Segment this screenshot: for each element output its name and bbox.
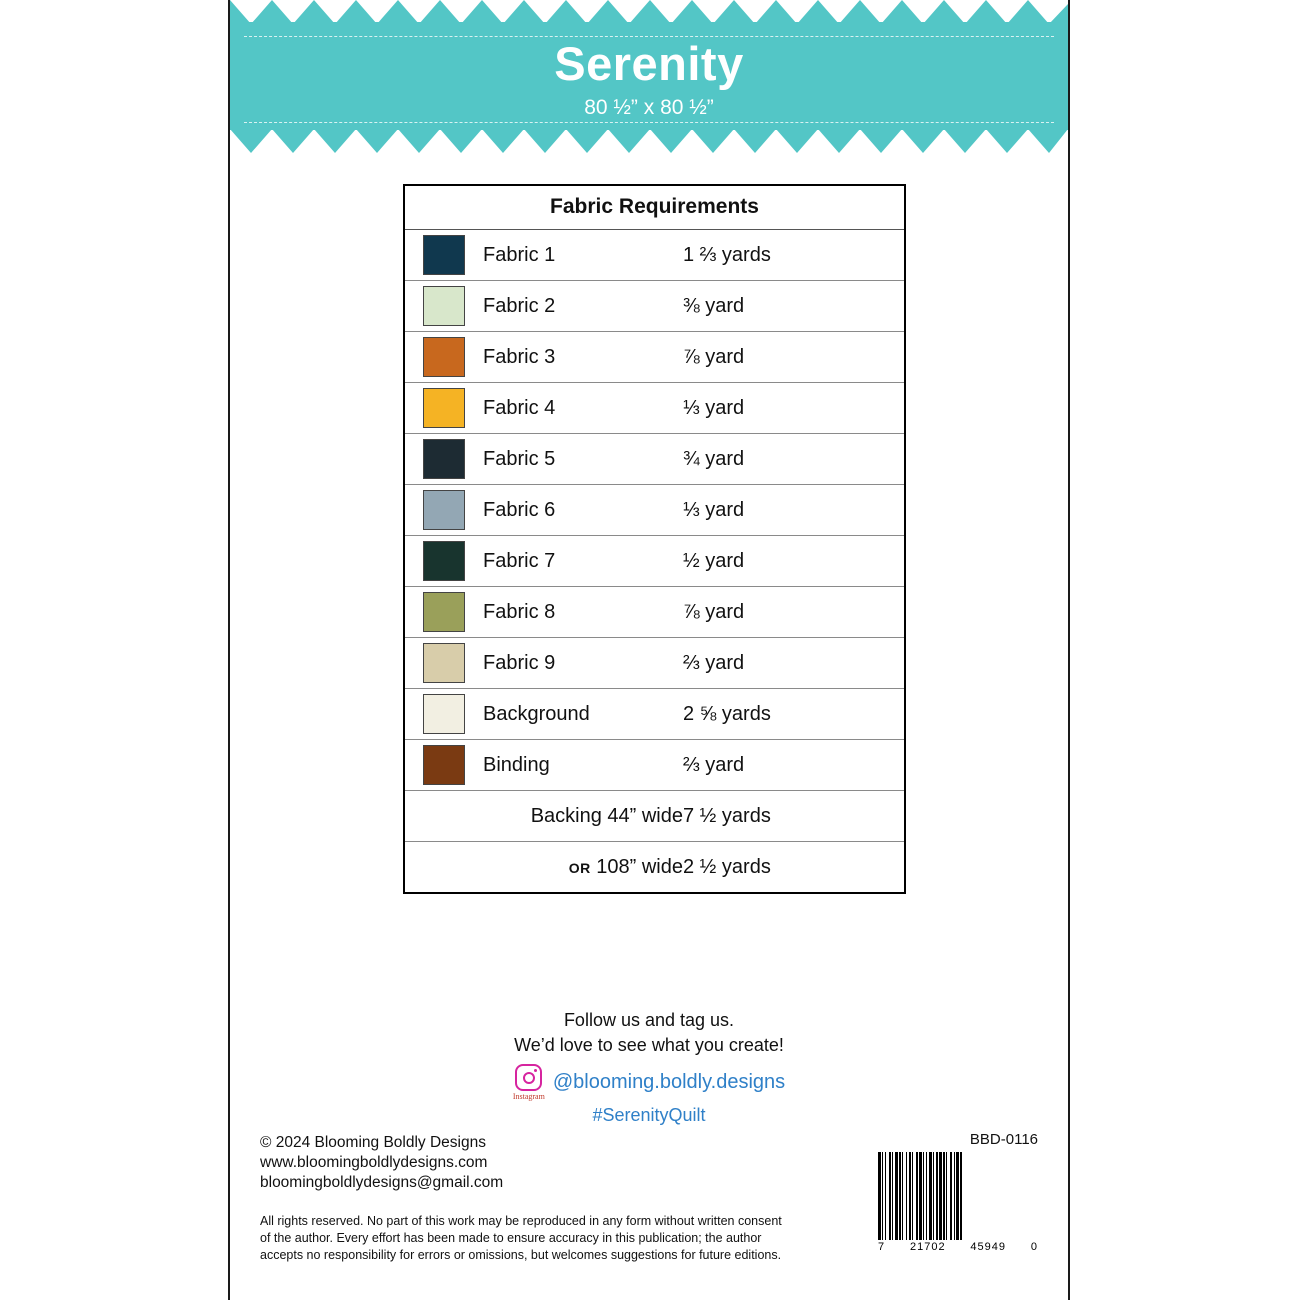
fabric-swatch-cell: [405, 689, 483, 740]
fabric-name: Fabric 5: [483, 434, 683, 485]
table-row: [405, 230, 904, 281]
zigzag-bottom-edge: [230, 129, 1068, 153]
table-row: [405, 281, 904, 332]
table-row: [405, 536, 904, 587]
table-row: [405, 740, 904, 791]
fabric-name: Fabric 7: [483, 536, 683, 587]
instagram-icon-caption: Instagram: [512, 1092, 545, 1101]
pattern-title: Serenity: [554, 37, 744, 90]
fabric-swatch: [423, 439, 465, 479]
zigzag-top-edge: [230, 0, 1068, 24]
fabric-amount: ⅜ yard: [683, 281, 904, 332]
table-row: [405, 689, 904, 740]
fabric-swatch-cell: [405, 740, 483, 791]
table-row: [405, 485, 904, 536]
fabric-swatch: [423, 694, 465, 734]
legal-line-3: accepts no responsibility for errors or omissions, but welcomes suggestions for future editions.: [260, 1248, 782, 1262]
dashed-stitch-bottom: [244, 122, 1054, 123]
fabric-swatch: [423, 286, 465, 326]
fabric-swatch-cell: [405, 281, 483, 332]
fabric-amount: ¾ yard: [683, 434, 904, 485]
legal-line-1: All rights reserved. No part of this work may be reproduced in any form without written consent: [260, 1214, 782, 1228]
fabric-swatch-cell: [405, 434, 483, 485]
fabric-name: Fabric 3: [483, 332, 683, 383]
barcode-group-1: 21702: [909, 1241, 946, 1253]
barcode: [878, 1152, 1038, 1260]
fabric-swatch-cell: [405, 332, 483, 383]
fabric-requirements-table: [403, 184, 906, 894]
fabric-name: Binding: [483, 740, 683, 791]
fabric-swatch: [423, 541, 465, 581]
instagram-handle[interactable]: @blooming.boldly.designs: [552, 1071, 786, 1093]
table-row: [405, 638, 904, 689]
social-line-1: Follow us and tag us.: [563, 1010, 735, 1030]
fabric-amount: ⅔ yard: [683, 740, 904, 791]
barcode-group-2: 45949: [970, 1241, 1006, 1253]
table-row: [405, 434, 904, 485]
header-banner: [230, 0, 1068, 170]
fabric-name: Fabric 4: [483, 383, 683, 434]
backing-amount: 7 ½ yards: [683, 791, 904, 842]
fabric-swatch: [423, 745, 465, 785]
social-section: [230, 1008, 1068, 1128]
backing-or-label: OR: [568, 859, 591, 876]
fabric-name: Fabric 2: [483, 281, 683, 332]
fabric-name: Background: [483, 689, 683, 740]
fabric-amount: ⅞ yard: [683, 332, 904, 383]
backing-name-text: Backing 44” wide: [530, 804, 683, 827]
fabric-swatch: [423, 643, 465, 683]
table-row: [405, 842, 904, 893]
fabric-swatch-cell: [405, 638, 483, 689]
fabric-swatch-cell: [405, 485, 483, 536]
fabric-swatch: [423, 337, 465, 377]
email-link[interactable]: bloomingboldlydesigns@gmail.com: [260, 1174, 504, 1191]
barcode-left-digit: 7: [878, 1241, 886, 1253]
barcode-digits: [878, 1241, 1038, 1253]
fabric-amount: ⅔ yard: [683, 638, 904, 689]
fabric-amount: ½ yard: [683, 536, 904, 587]
fabric-swatch: [423, 490, 465, 530]
fabric-amount: 1 ⅔ yards: [683, 230, 904, 281]
social-line-2: We’d love to see what you create!: [514, 1035, 784, 1055]
quilt-hashtag[interactable]: #SerenityQuilt: [592, 1105, 706, 1125]
fabric-swatch-cell: [405, 230, 483, 281]
fabric-name: Fabric 6: [483, 485, 683, 536]
fabric-amount: ⅞ yard: [683, 587, 904, 638]
barcode-bars: [878, 1152, 1038, 1240]
website-link[interactable]: www.bloomingboldlydesigns.com: [260, 1154, 488, 1171]
table-row: [405, 332, 904, 383]
fabric-name: Fabric 9: [483, 638, 683, 689]
fabric-swatch-cell: [405, 536, 483, 587]
fabric-swatch: [423, 235, 465, 275]
copyright-line: © 2024 Blooming Boldly Designs: [260, 1134, 486, 1151]
fabric-swatch-cell: [405, 587, 483, 638]
table-row: [405, 791, 904, 842]
pattern-back-cover: [228, 0, 1070, 1300]
fabric-amount: ⅓ yard: [683, 485, 904, 536]
instagram-icon[interactable]: [513, 1064, 545, 1101]
backing-name-text: 108” wide: [596, 855, 683, 878]
quilt-size: 80 ½” x 80 ½”: [584, 96, 714, 119]
sku-code: BBD-0116: [969, 1131, 1038, 1148]
table-row: [405, 383, 904, 434]
backing-name: [405, 791, 683, 842]
table-row: [405, 587, 904, 638]
fabric-name: Fabric 1: [483, 230, 683, 281]
backing-name: [405, 842, 683, 893]
fabric-amount: ⅓ yard: [683, 383, 904, 434]
legal-line-2: of the author. Every effort has been made to ensure accuracy in this publication; the author: [260, 1231, 762, 1245]
fabric-swatch: [423, 388, 465, 428]
barcode-right-digit: 0: [1030, 1241, 1038, 1253]
instagram-handle-row[interactable]: [230, 1064, 1068, 1101]
fabric-swatch: [423, 592, 465, 632]
fabric-name: Fabric 8: [483, 587, 683, 638]
fabric-swatch-cell: [405, 383, 483, 434]
fabric-amount: 2 ⅝ yards: [683, 689, 904, 740]
backing-amount: 2 ½ yards: [683, 855, 771, 878]
table-heading: Fabric Requirements: [405, 186, 904, 230]
